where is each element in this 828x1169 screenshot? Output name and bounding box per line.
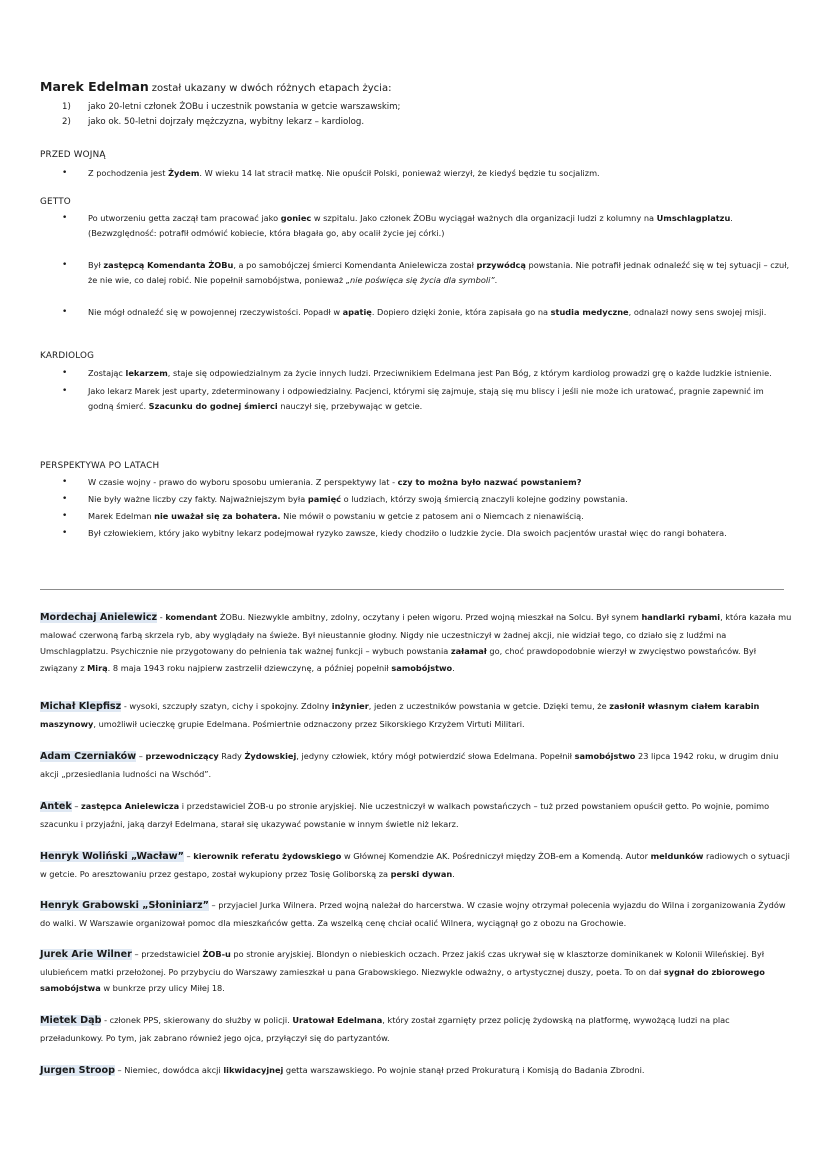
text-fragment: , jedyny człowiek, który mógł potwierdzić słowa Edelmana. Popełnił	[296, 751, 575, 761]
bold-text: nie uważał się za bohatera.	[154, 511, 281, 521]
intro-stages	[40, 100, 800, 130]
bio-name: Jurgen Stroop	[40, 1065, 115, 1076]
text-fragment: Zostając	[88, 368, 126, 378]
italic-text: „nie poświęca się życia dla symboli”	[345, 275, 495, 285]
bold-text: sygnał do zbiorowego samobójstwa	[40, 966, 765, 993]
bio-name: Michał Klepfisz	[40, 701, 122, 712]
list-item	[40, 115, 800, 130]
text-fragment: go, choć prawdopodobnie wierzył w zwycięstwo powstańców. Był związany z	[40, 646, 757, 673]
text-fragment: Po utworzeniu getta zaczął tam pracować jako	[88, 213, 281, 223]
bullet-icon: •	[62, 528, 68, 538]
text-fragment: – przedstawiciel	[131, 949, 203, 959]
text-fragment: w bunkrze przy ulicy Miłej 18.	[100, 983, 225, 993]
text-fragment: – przyjaciel Jurka Wilnera. Przed wojną należał do harcerstwa. W czasie wojny otrzymał polecenia wyjazdu do Wilna i zorganizowania Żydów do walki. W Warszawie organizował pomoc dla mieszkańców getta. Za wszelką cenę chciał ocalić Wilnera, wyciągnął go z obozu na Grochowie.	[40, 900, 786, 928]
bold-text: czy to można było nazwać powstaniem?	[397, 477, 582, 487]
section-perspektywa-list	[40, 475, 790, 541]
bold-text: ŻOB-u	[202, 949, 231, 959]
list-item	[40, 475, 790, 490]
text-fragment: –	[71, 801, 82, 811]
bold-text: zasłonił własnym ciałem karabin maszynowy	[40, 701, 760, 729]
bold-text: Żydem	[168, 168, 200, 178]
text-fragment: Jako lekarz Marek jest uparty, zdeterminowany i odpowiedzialny. Pacjenci, którymi się zajmuje, stają się mu bliscy i jeśli nie może ich uratować, pragnie zapewnić im godną śmierć.	[88, 386, 764, 411]
intro-lead: został ukazany w dwóch różnych etapach życia:	[151, 83, 392, 94]
bold-text: apatię	[342, 307, 372, 317]
bullet-icon: •	[62, 307, 68, 317]
bold-text: handlarki rybami	[641, 612, 721, 622]
text-fragment: , który został zgarnięty przez policję żydowską na platformę, wywożącą ludzi na plac przeładunkowy. Po tym, jak zabrano również jego ojca, przyłączył się do partyzantów.	[40, 1015, 730, 1043]
bio-wilner	[40, 946, 792, 997]
bold-text: goniec	[280, 213, 312, 223]
list-item	[40, 526, 790, 541]
list-item	[40, 509, 790, 524]
text-fragment: Nie mówił o powstaniu w getcie z patosem ani o Niemcach z nienawiścią.	[280, 511, 584, 521]
text-fragment: ŻOBu. Niezwykle ambitny, zdolny, oczytany i pełen wigoru. Przed wojną mieszkał na Solcu. Był synem	[217, 612, 642, 622]
text-fragment: –	[136, 751, 146, 761]
text-fragment: i przedstawiciel ŻOB-u po stronie aryjskiej. Nie uczestniczył w walkach powstańczych – tuż przed powstaniem opuścił getto. Po wojnie, pomimo szacunku i przyjaźni, jaką darzył Edelmana, starał się ukazywać powstanie w innym świetle niż lekarz.	[40, 801, 770, 829]
bold-text: przewodniczący	[145, 751, 219, 761]
text-fragment: Nie były ważne liczby czy fakty. Najważniejszym była	[88, 494, 308, 504]
text-fragment: , a po samobójczej śmierci Komendanta Anielewicza został	[233, 260, 477, 270]
bio-name: Antek	[40, 801, 72, 812]
bold-text: kierownik referatu żydowskiego	[193, 851, 342, 861]
text-fragment: Był człowiekiem, który jako wybitny lekarz podejmował ryzyko zawsze, kiedy chodziło o ludzkie życie. Dla swoich pacjentów urastał więc do rangi bohatera.	[88, 528, 727, 538]
bullet-icon: •	[62, 213, 68, 223]
list-item	[40, 100, 800, 115]
list-item	[40, 492, 790, 507]
bold-text: Umschlagplatzu	[656, 213, 731, 223]
section-title-getto: GETTO	[40, 197, 71, 207]
bullet-icon: •	[62, 477, 68, 487]
bullet-icon: •	[62, 260, 68, 270]
bold-text: komendant	[165, 612, 218, 622]
text-fragment: , która kazała mu malować czerwoną farbą skrzela ryb, aby wyglądały na świeże. Był nieustannie głodny. Nigdy nie uczestniczył w żadnej akcji, nie widział tego, co działo się z ludźmi na Umschlagplatzu. Psychicznie nie przygotowany do pełnienia tak ważnej funkcji – wybuch powstania	[40, 612, 792, 656]
bold-text: zastępca Anielewicza	[81, 801, 180, 811]
bio-klepfisz	[40, 698, 792, 732]
section-title-kardiolog: KARDIOLOG	[40, 351, 95, 361]
text-fragment: Był	[88, 260, 104, 270]
bold-text: Szacunku do godnej śmierci	[148, 401, 278, 411]
text-fragment: , jeden z uczestników powstania w getcie. Dzięki temu, że	[368, 701, 610, 711]
text-fragment: .	[494, 275, 498, 285]
bio-name: Mordechaj Anielewicz	[40, 612, 158, 623]
text-fragment: powstania. Nie potrafił jednak odnaleźć się w tej sytuacji – czuł, że nie wie, co dalej robić. Nie popełnił samobójstwa, ponieważ	[88, 260, 790, 285]
bio-name: Mietek Dąb	[40, 1015, 102, 1026]
text-fragment: .	[452, 868, 455, 879]
text-fragment: nauczył się, przebywając w getcie.	[277, 401, 423, 411]
section-title-przed-wojna: PRZED WOJNĄ	[40, 150, 106, 160]
text-fragment: jako ok. 50-letni dojrzały mężczyzna, wybitny lekarz – kardiolog.	[88, 117, 365, 127]
section-getto-list	[40, 211, 790, 320]
section-kardiolog-list	[40, 366, 790, 414]
text-fragment: . W wieku 14 lat stracił matkę. Nie opuścił Polski, ponieważ wierzył, że kiedyś będzie tu socjalizm.	[199, 168, 600, 178]
text-fragment: Z pochodzenia jest	[88, 168, 169, 178]
text-fragment: - członek PPS, skierowany do służby w policji.	[101, 1015, 293, 1025]
text-fragment: 23 lipca 1942 roku, w drugim dniu akcji „przesiedlania ludności na Wschód”.	[40, 751, 779, 779]
bold-text: zastępcą Komendanta ŻOBu	[103, 260, 234, 270]
text-fragment: radiowych o sytuacji w getcie. Po aresztowaniu przez gestapo, został wykupiony przez Tosię Goliborską za	[40, 851, 790, 879]
bold-text: pamięć	[307, 494, 341, 504]
bio-grabowski	[40, 897, 792, 931]
text-fragment: - wysoki, szczupły szatyn, cichy i spokojny. Zdolny	[121, 701, 332, 711]
text-fragment: 2)	[62, 117, 71, 127]
text-fragment: , staje się odpowiedzialnym za życie innych ludzi. Przeciwnikiem Edelmana jest Pan Bóg, z którym kardiolog prowadzi grę o każde ludzkie istnienie.	[167, 368, 772, 378]
bold-text: meldunków	[650, 851, 704, 861]
text-fragment: .	[452, 662, 455, 673]
bold-text: załamał	[450, 646, 487, 656]
text-fragment: . (Bezwzględność: potrafił odmówić kobiecie, która błagała go, aby ocalił życie jej córki.)	[88, 213, 733, 238]
bold-text: samobójstwo	[574, 751, 636, 761]
bold-text: studia medyczne	[550, 307, 629, 317]
bio-anielewicz	[40, 609, 792, 676]
bullet-icon: •	[62, 494, 68, 504]
bio-name: Adam Czerniaków	[40, 751, 137, 762]
bold-text: likwidacyjnej	[223, 1065, 284, 1075]
text-fragment: -	[157, 612, 166, 622]
bold-text: lekarzem	[125, 368, 168, 378]
intro-heading	[40, 80, 800, 96]
bold-text: Uratował Edelmana	[292, 1015, 383, 1025]
text-fragment: Nie mógł odnaleźć się w powojennej rzeczywistości. Popadł w	[88, 307, 343, 317]
bullet-icon: •	[62, 386, 68, 396]
bio-name: Jurek Arie Wilner	[40, 949, 132, 960]
text-fragment: o ludziach, którzy swoją śmiercią znaczyli kolejne godziny powstania.	[341, 494, 628, 504]
text-fragment: – Niemiec, dowódca akcji	[114, 1065, 224, 1075]
text-fragment: , umożliwił ucieczkę grupie Edelmana. Pośmiertnie odznaczony przez Sikorskiego Krzyżem Virtuti Militari.	[93, 718, 525, 729]
list-item	[40, 258, 790, 288]
text-fragment: w szpitalu. Jako członek ŻOBu wyciągał ważnych dla organizacji ludzi z kolumny na	[311, 213, 657, 223]
list-item	[40, 384, 790, 414]
bold-text: samobójstwo	[391, 662, 453, 673]
section-title-perspektywa: PERSPEKTYWA PO LATACH	[40, 461, 160, 471]
bold-text: perski dywan	[390, 868, 453, 879]
text-fragment: , odnalazł nowy sens swojej misji.	[628, 307, 767, 317]
bullet-icon: •	[62, 368, 68, 378]
list-item	[40, 211, 790, 241]
text-fragment: Rady	[218, 751, 245, 761]
text-fragment: Marek Edelman	[88, 511, 155, 521]
text-fragment: po stronie aryjskiej. Blondyn o niebieskich oczach. Przez jakiś czas ukrywał się w klasztorze dominikanek w Kolonii Wileńskiej. Był ulubieńcem matki przełożonej. Po przybyciu do Warszawy zamieszkał u pana Grabowskiego. Niezwykle odważny, o artystycznej duszy, poeta. To on dał	[40, 949, 765, 977]
text-fragment: w Głównej Komendzie AK. Pośredniczył między ŻOB-em a Komendą. Autor	[341, 851, 651, 861]
text-fragment: . 8 maja 1943 roku najpierw zastrzelił dziewczynę, a później popełnił	[107, 662, 392, 673]
bullet-icon: •	[62, 511, 68, 521]
list-item	[40, 305, 790, 320]
list-item	[40, 366, 790, 381]
bullet-icon: •	[62, 168, 68, 178]
bold-text: inżynier	[331, 701, 369, 711]
text-fragment: . Dopiero dzięki żonie, która zapisała go na	[371, 307, 551, 317]
bio-wolinski	[40, 848, 792, 882]
section-divider	[40, 589, 784, 590]
bold-text: Żydowskiej	[244, 751, 297, 761]
intro-name: Marek Edelman	[40, 79, 149, 94]
text-fragment: W czasie wojny - prawo do wyboru sposobu umierania. Z perspektywy lat -	[88, 477, 398, 487]
bold-text: Mirą	[87, 662, 108, 673]
bio-stroop	[40, 1062, 792, 1080]
list-item	[40, 166, 790, 181]
bio-name: Henryk Grabowski „Słoniniarz”	[40, 900, 209, 911]
bio-dab	[40, 1012, 792, 1046]
intro	[40, 80, 800, 130]
section-przed-wojna-list	[40, 166, 790, 181]
bio-czerniakow	[40, 748, 792, 782]
text-fragment: 1)	[62, 102, 71, 112]
text-fragment: jako 20-letni członek ŻOBu i uczestnik powstania w getcie warszawskim;	[88, 102, 401, 112]
bio-name: Henryk Woliński „Wacław”	[40, 851, 184, 862]
bio-antek	[40, 798, 792, 832]
bold-text: przywódcą	[476, 260, 526, 270]
text-fragment: –	[183, 851, 194, 861]
text-fragment: getta warszawskiego. Po wojnie stanął przed Prokuraturą i Komisją do Badania Zbrodni.	[283, 1065, 645, 1075]
